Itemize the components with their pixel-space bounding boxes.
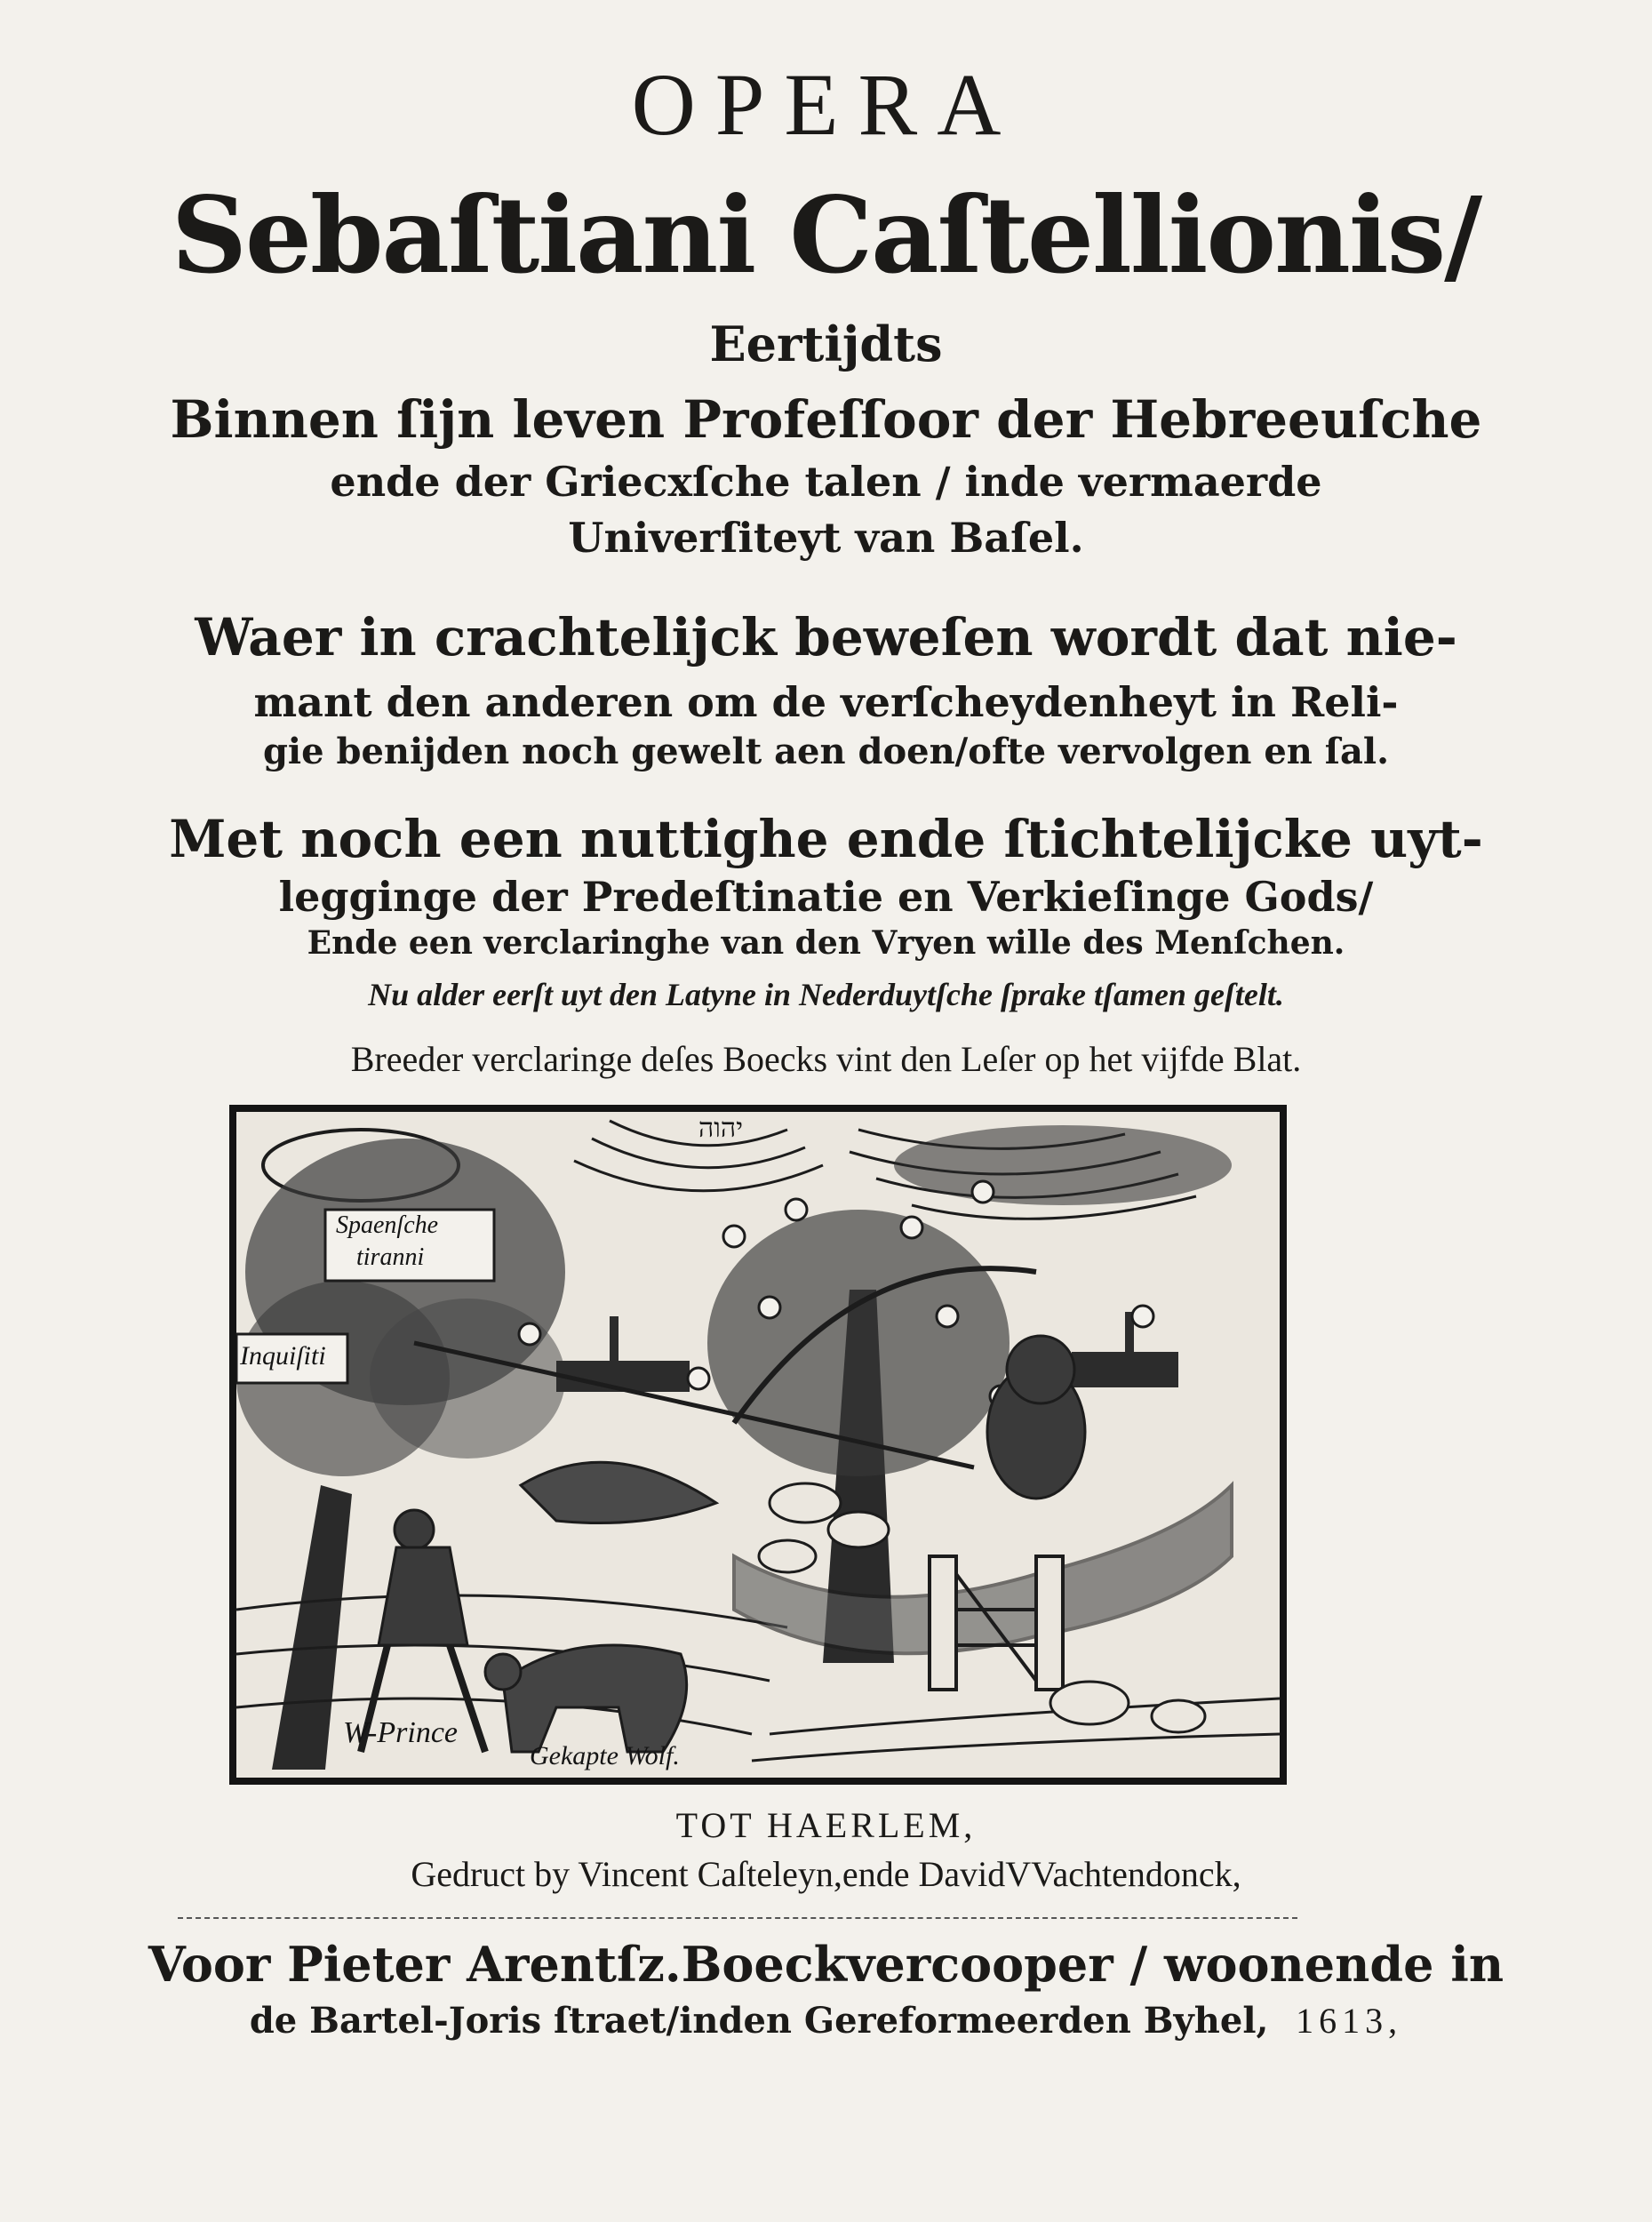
imprint-year: 1613, [1296,2001,1403,2041]
inquisiti-label: Inquiſiti [240,1341,326,1371]
seller-line-1: Voor Pieter Arentſz.Boeckvercooper / woonende in [148,1936,1504,1993]
wolf-label: Gekapte Wolf. [530,1741,680,1770]
wolf-figure [485,1645,687,1752]
dark-cloud [894,1125,1232,1205]
imprint-rule [178,1917,1297,1919]
opera-heading: OPERA [631,55,1021,154]
extra-line-3: Ende een verclaringhe van den Vryen wille des Menſchen. [307,924,1345,962]
woodcut-illustration [229,1105,1287,1785]
professor-line-1: Binnen ſijn leven Profeſſoor der Hebreeuſche [170,389,1482,450]
seller-line-2: de Bartel-Joris ſtraet/inden Gereformeerden Byhel, [249,2000,1269,2042]
professor-line-3: Univerſiteyt van Baſel. [568,514,1084,562]
hebrew-tetragrammaton: יהוה [698,1114,744,1143]
extra-line-5: Breeder verclaringe deſes Boecks vint den Leſer op het vijfde Blat. [350,1039,1302,1079]
content-line-2: mant den anderen om de verſcheydenheyt in Reli- [253,678,1399,726]
content-line-1: Waer in crachtelijck beweſen wordt dat nie- [195,607,1457,667]
spaensche-label: Spaenſche [336,1211,439,1239]
extra-line-1: Met noch een nuttighe ende ſtichtelijcke uyt- [169,809,1483,869]
content-line-3: gie benijden noch gewelt aen doen/ofte vervolgen en ſal. [262,731,1390,772]
extra-line-2: legginge der Predeſtinatie en Verkieſinge Gods/ [278,873,1374,921]
author-title: Sebaſtiani Caſtellionis/ [171,173,1481,297]
professor-line-2: ende der Griecxſche talen / inde vermaerde [330,458,1322,506]
seller-line-2-wrap [0,2000,1652,2042]
extra-line-4: Nu alder eerſt uyt den Latyne in Nederduytſche ſprake tſamen geſtelt. [368,977,1284,1012]
eertijdts-line: Eertijdts [709,316,943,372]
tiranni-label: tiranni [356,1243,425,1271]
imprint-place: TOT HAERLEM, [675,1805,977,1845]
imprint-printer: Gedruct by Vincent Caſteleyn,ende DavidVVachtendonck, [411,1854,1241,1894]
leaping-fox [521,1462,716,1523]
prince-label: W-Prince [343,1716,459,1749]
